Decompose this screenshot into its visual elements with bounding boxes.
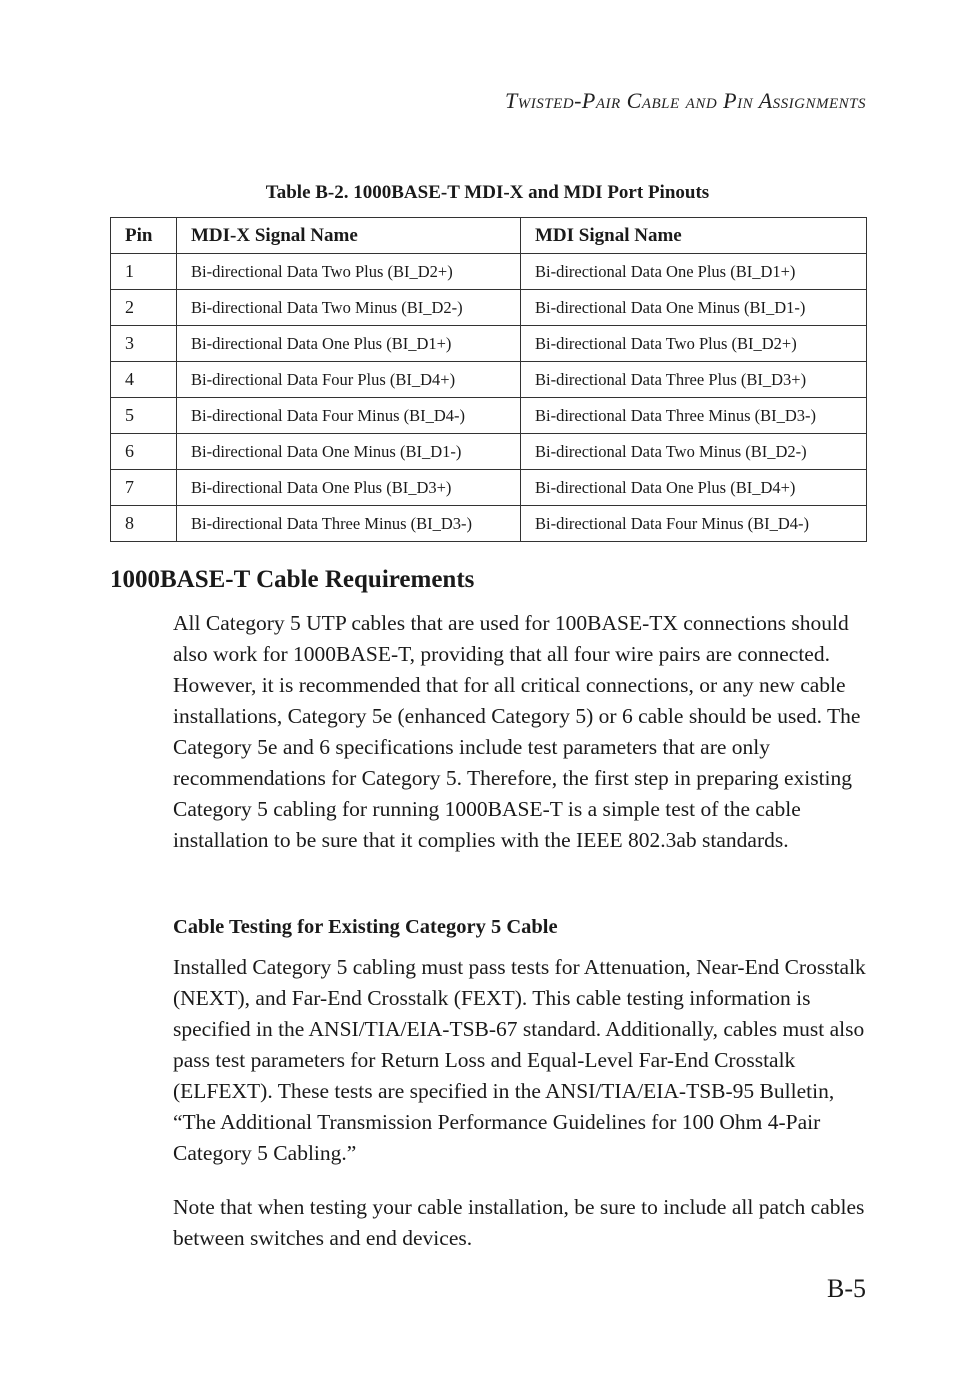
subsection-paragraph-2: Note that when testing your cable installation, be sure to include all patch cables between switches and end devices.: [173, 1195, 865, 1250]
table-row: [111, 362, 867, 398]
column-header-mdi: MDI Signal Name: [521, 218, 867, 254]
mdi-signal-cell: Bi-directional Data Two Minus (BI_D2-): [521, 434, 867, 470]
pin-cell: 4: [111, 362, 177, 398]
mdix-signal-cell: Bi-directional Data Three Minus (BI_D3-): [177, 506, 521, 542]
table-row: [111, 470, 867, 506]
pin-cell: 3: [111, 326, 177, 362]
mdi-signal-cell: Bi-directional Data Three Minus (BI_D3-): [521, 398, 867, 434]
subsection-paragraph-1: Installed Category 5 cabling must pass tests for Attenuation, Near-End Crosstalk (NEXT), and Far-End Crosstalk (FEXT). This cable testing information is specified in the ANSI/TIA/EIA-TSB-67 standard. Additionally, cables must also pass test parameters for Return Loss and Equal-Level Far-End Crosstalk (ELFEXT). These tests are specified in the ANSI/TIA/EIA-TSB-95 Bulletin, “The Additional Transmission Performance Guidelines for 100 Ohm 4-Pair Category 5 Cabling.”: [173, 955, 866, 1165]
mdix-signal-cell: Bi-directional Data One Minus (BI_D1-): [177, 434, 521, 470]
table-row: [111, 398, 867, 434]
table-row: [111, 434, 867, 470]
subsection-heading: Cable Testing for Existing Category 5 Cable: [173, 916, 558, 938]
pin-cell: 7: [111, 470, 177, 506]
table-row: [111, 290, 867, 326]
column-header-mdix: MDI-X Signal Name: [177, 218, 521, 254]
section-heading: 1000BASE-T Cable Requirements: [110, 566, 475, 593]
column-header-pin: Pin: [111, 218, 177, 254]
mdix-signal-cell: Bi-directional Data One Plus (BI_D3+): [177, 470, 521, 506]
pin-cell: 5: [111, 398, 177, 434]
mdi-signal-cell: Bi-directional Data Two Plus (BI_D2+): [521, 326, 867, 362]
pin-cell: 1: [111, 254, 177, 290]
mdix-signal-cell: Bi-directional Data Four Minus (BI_D4-): [177, 398, 521, 434]
table-row: [111, 254, 867, 290]
mdi-signal-cell: Bi-directional Data One Minus (BI_D1-): [521, 290, 867, 326]
mdi-signal-cell: Bi-directional Data Four Minus (BI_D4-): [521, 506, 867, 542]
mdix-signal-cell: Bi-directional Data Four Plus (BI_D4+): [177, 362, 521, 398]
mdi-signal-cell: Bi-directional Data One Plus (BI_D4+): [521, 470, 867, 506]
table-header-row: [111, 218, 867, 254]
pin-cell: 8: [111, 506, 177, 542]
pinout-table: [110, 217, 867, 542]
mdix-signal-cell: Bi-directional Data Two Minus (BI_D2-): [177, 290, 521, 326]
mdix-signal-cell: Bi-directional Data One Plus (BI_D1+): [177, 326, 521, 362]
table-row: [111, 506, 867, 542]
mdix-signal-cell: Bi-directional Data Two Plus (BI_D2+): [177, 254, 521, 290]
mdi-signal-cell: Bi-directional Data One Plus (BI_D1+): [521, 254, 867, 290]
running-header: Twisted-Pair Cable and Pin Assignments: [505, 88, 866, 113]
table-caption: Table B-2. 1000BASE-T MDI-X and MDI Port Pinouts: [265, 182, 710, 203]
pin-cell: 6: [111, 434, 177, 470]
mdi-signal-cell: Bi-directional Data Three Plus (BI_D3+): [521, 362, 867, 398]
pin-cell: 2: [111, 290, 177, 326]
table-row: [111, 326, 867, 362]
page-number: B-5: [827, 1274, 866, 1303]
section-paragraph: All Category 5 UTP cables that are used for 100BASE-TX connections should also work for 1000BASE-T, providing that all four wire pairs are connected. However, it is recommended that for all critical connections, or any new cable installations, Category 5e (enhanced Category 5) or 6 cable should be used. The Category 5e and 6 specifications include test parameters that are only recommendations for Category 5. Therefore, the first step in preparing existing Category 5 cabling for running 1000BASE-T is a simple test of the cable installation to be sure that it complies with the IEEE 802.3ab standards.: [173, 611, 861, 852]
